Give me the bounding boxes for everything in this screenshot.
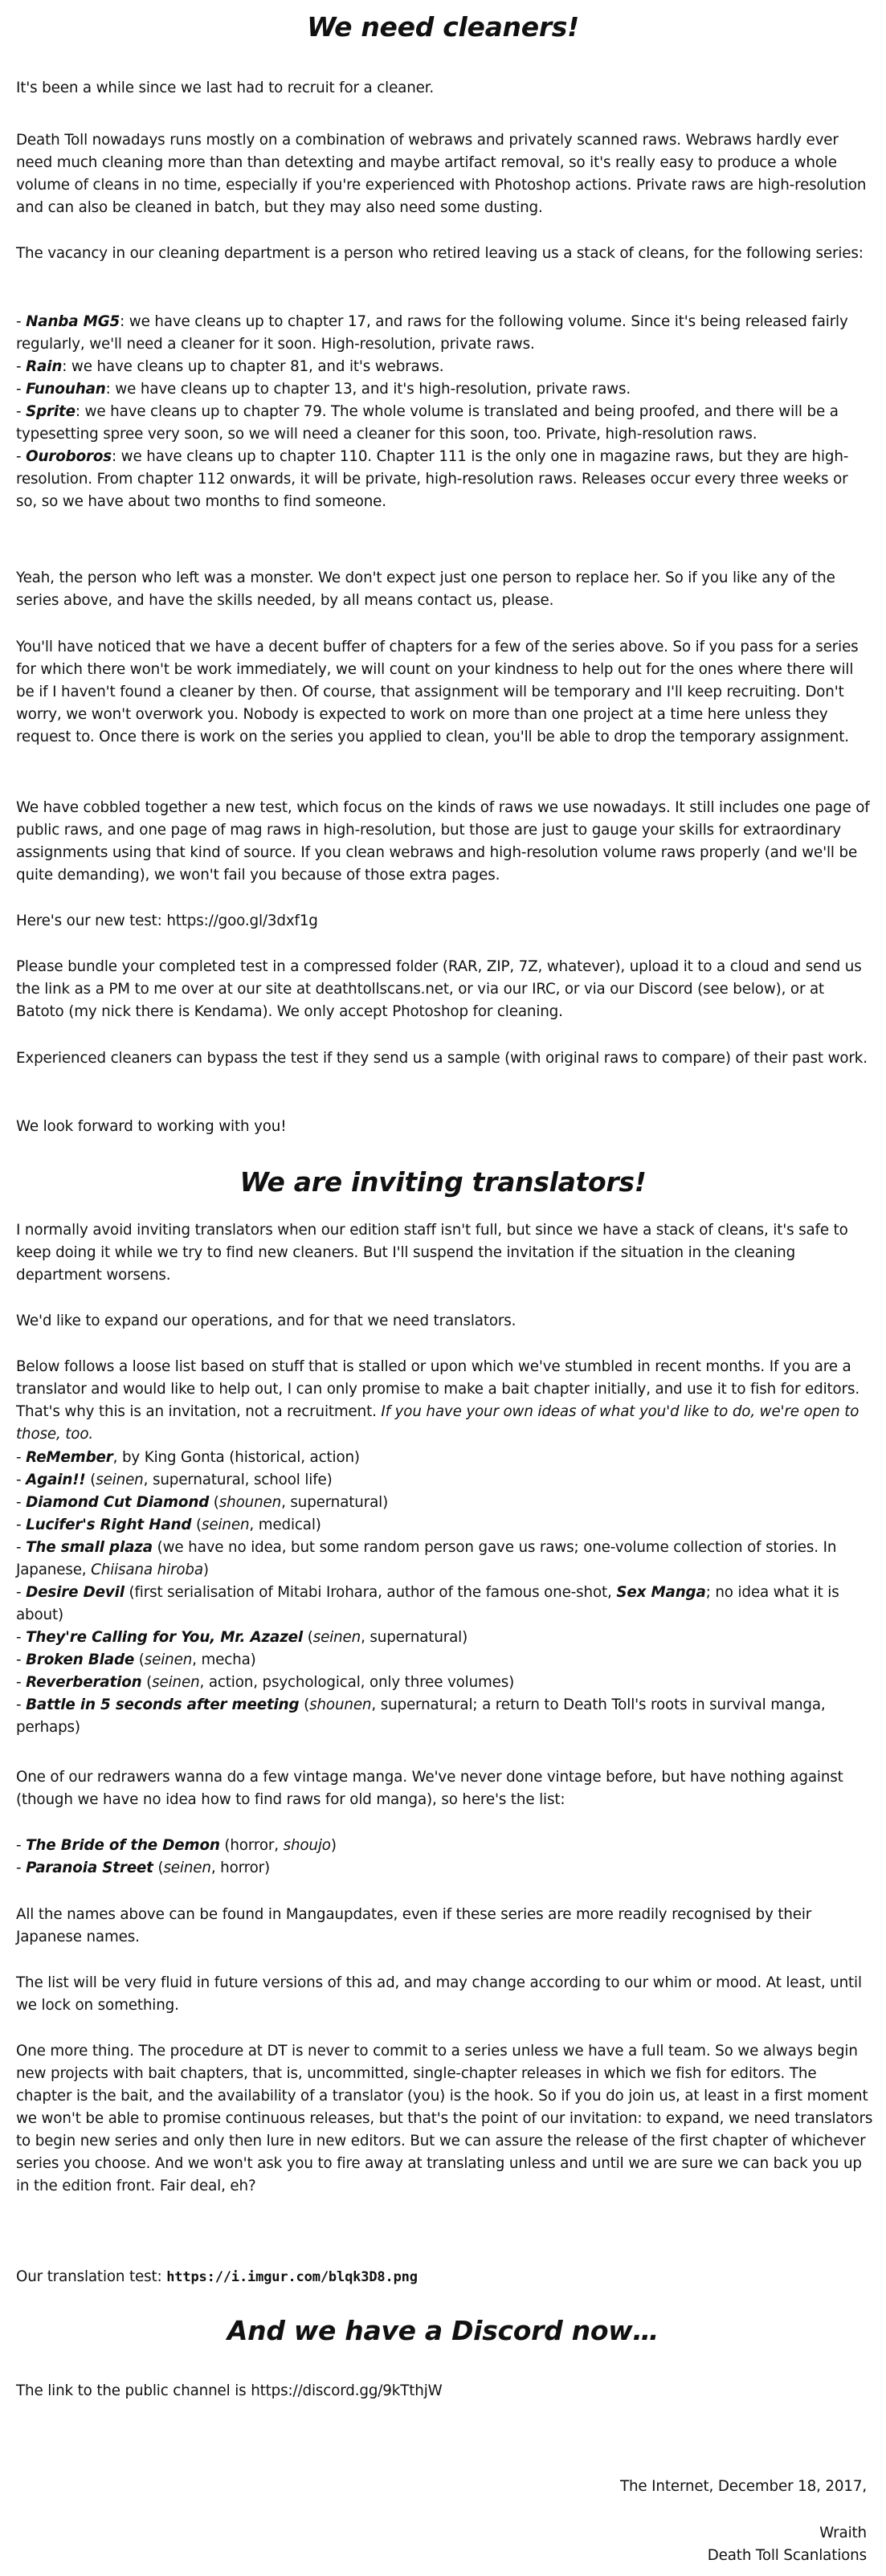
- cleaners-raws-paragraph: Death Toll nowadays runs mostly on a combination of webraws and privately scanned raws. Webraws hardly ever need much cleaning more than than detexting and maybe artifact removal, so it's really easy to produce a whole volume of cleans in no time, especially if you're experienced with Photoshop actions. Private raws are high-resolution and can also be cleaned in batch, but they may also need some dusting.: [16, 132, 867, 216]
- paren-open: (: [299, 1696, 310, 1713]
- list-item: - Battle in 5 seconds after meeting (shounen, supernatural; a return to Death Toll's roots in survival manga, perhaps): [16, 1696, 826, 1736]
- translators-names-paragraph: All the names above can be found in Mangaupdates, even if these series are more readily recognised by their Japanese names.: [16, 1906, 812, 1945]
- signature-name: Wraith: [819, 2525, 867, 2541]
- series-text: : we have cleans up to chapter 81, and it's webraws.: [62, 358, 444, 375]
- series-title: Reverberation: [26, 1674, 142, 1691]
- list-item: [16, 401, 873, 446]
- cleaners-series-list: [16, 311, 873, 513]
- series-title: Broken Blade: [26, 1651, 135, 1668]
- list-dash: -: [16, 403, 27, 420]
- translators-series-list: [16, 1447, 873, 1739]
- list-item: [16, 378, 873, 401]
- series-title: ReMember: [26, 1449, 113, 1466]
- series-title: Lucifer's Right Hand: [26, 1517, 192, 1533]
- list-dash: -: [16, 358, 27, 375]
- translators-expand-paragraph: We'd like to expand our operations, and for that we need translators.: [16, 1312, 516, 1329]
- list-dash: -: [16, 448, 27, 465]
- series-title: The small plaza: [26, 1539, 153, 1556]
- cleaners-test-paragraph: We have cobbled together a new test, which focus on the kinds of raws we use nowadays. It still includes one page of public raws, and one page of mag raws in high-resolution, but those are just to gauge your skills for extraordinary assignments using that kind of source. If you clean webraws and high-resolution volume raws properly (and we'll be quite demanding), we won't fail you because of those extra pages.: [16, 799, 870, 884]
- series-text: , horror): [210, 1860, 270, 1876]
- list-item: [16, 446, 873, 513]
- series-oneshot-title: Sex Manga: [616, 1584, 706, 1601]
- paren-open: (: [209, 1494, 219, 1511]
- list-item: - Reverberation (seinen, action, psychological, only three volumes): [16, 1674, 515, 1691]
- series-demographic: seinen: [96, 1472, 144, 1488]
- translators-procedure-paragraph: One more thing. The procedure at DT is never to commit to a series unless we have a full team. So we always begin new projects with bait chapters, that is, uncommitted, single-chapter releases in which we fish for editors. The chapter is the bait, and the availability of a translator (you) is the hook. So if you do join us, at least in a first moment we won't be able to promise continuous releases, but that's the point of our invitation: to expand, we need translators to begin new series and only then lure in new editors. But we can assure the release of the first chapter of whichever series you choose. And we won't ask you to fire away at translating unless and until we are sure we can back you up in the edition front. Fair deal, eh?: [16, 2043, 873, 2194]
- cleaners-monster-paragraph: Yeah, the person who left was a monster. We don't expect just one person to replace her. So if you like any of the series above, and have the skills needed, by all means contact us, please.: [16, 569, 835, 609]
- series-text: , medical): [249, 1517, 321, 1533]
- series-demographic: shounen: [309, 1696, 372, 1713]
- series-title: Battle in 5 seconds after meeting: [26, 1696, 300, 1713]
- series-title: Paranoia Street: [26, 1860, 153, 1876]
- list-item: - Again!! (seinen, supernatural, school life): [16, 1472, 333, 1488]
- test-label: Our translation test:: [16, 2268, 167, 2285]
- paren-open: (: [141, 1674, 153, 1691]
- translators-fluid-paragraph: The list will be very fluid in future versions of this ad, and may change according to our whim or mood. At least, until we lock on something.: [16, 1974, 862, 2014]
- series-japanese-title: Chiisana hiroba: [91, 1562, 203, 1578]
- series-text: : we have cleans up to chapter 13, and it's high-resolution, private raws.: [105, 381, 631, 398]
- heading-discord: And we have a Discord now…: [227, 2315, 659, 2346]
- below-text: Below follows a loose list based on stuff that is stalled or upon which we've stumbled in recent months. If you are a translator and would like to help out, I can only promise to make a bait chapter initially, and use it to fish for editors. That's why this is an invitation, not a recruitment.: [16, 1358, 859, 1420]
- paren-open: (: [191, 1517, 202, 1533]
- cleaners-intro: It's been a while since we last had to recruit for a cleaner.: [16, 80, 435, 96]
- series-text: (first serialisation of Mitabi Irohara, author of the famous one-shot,: [124, 1584, 617, 1601]
- series-title: Diamond Cut Diamond: [26, 1494, 210, 1511]
- translators-vintage-paragraph: One of our redrawers wanna do a few vintage manga. We've never done vintage before, but have nothing against (though we have no idea how to find raws for old manga), so here's the list:: [16, 1769, 843, 1808]
- series-text: : we have cleans up to chapter 110. Chapter 111 is the only one in magazine raws, but they are high-resolution. From chapter 112 onwards, it will be private, high-resolution raws. Releases occur every three weeks or so, so we have about two months to find someone.: [16, 448, 849, 510]
- signature-place-date: The Internet, December 18, 2017,: [619, 2478, 867, 2495]
- cleaners-buffer-paragraph: You'll have noticed that we have a decent buffer of chapters for a few of the series above. So if you pass for a series for which there won't be work immediately, we will count on your kindness to help out for the ones where there will be if I haven't found a cleaner by then. Of course, that assignment will be temporary and I'll keep recruiting. Don't worry, we won't overwork you. Nobody is expected to work on more than one project at a time here unless they request to. Once there is work on the series you applied to clean, you'll be able to drop the temporary assignment.: [16, 639, 859, 745]
- list-item: - Diamond Cut Diamond (shounen, supernatural): [16, 1494, 389, 1511]
- cleaners-test-link: Here's our new test: https://goo.gl/3dxf1g: [16, 912, 318, 929]
- translators-vintage-list: [16, 1835, 873, 1880]
- paren-open: (: [85, 1472, 96, 1488]
- translators-avoid-paragraph: I normally avoid inviting translators when our edition staff isn't full, but since we have a stack of cleans, it's safe to keep doing it while we try to find new cleaners. But I'll suspend the invitation if the situation in the cleaning department worsens.: [16, 1222, 848, 1284]
- series-text: , supernatural): [281, 1494, 389, 1511]
- list-item: - They're Calling for You, Mr. Azazel (seinen, supernatural): [16, 1629, 468, 1646]
- series-title: Nanba MG5: [26, 313, 120, 330]
- list-item: - The small plaza (we have no idea, but some random person gave us raws; one-volume collection of stories. In Japanese, Chiisana hiroba): [16, 1539, 837, 1578]
- list-item: - Broken Blade (seinen, mecha): [16, 1651, 256, 1668]
- series-text-end: ): [202, 1562, 209, 1578]
- series-text: ): [330, 1837, 337, 1854]
- list-item: - Lucifer's Right Hand (seinen, medical): [16, 1517, 321, 1533]
- list-item: - Desire Devil (first serialisation of Mitabi Irohara, author of the famous one-shot, Sex Manga; no idea what it is about): [16, 1584, 839, 1623]
- translators-below-paragraph: [16, 1356, 873, 1446]
- cleaners-experienced-paragraph: Experienced cleaners can bypass the test if they send us a sample (with original raws to compare) of their past work.: [16, 1050, 868, 1067]
- series-demographic: shounen: [218, 1494, 282, 1511]
- series-title: Again!!: [26, 1472, 86, 1488]
- series-title: Rain: [26, 358, 63, 375]
- series-title: Sprite: [26, 403, 76, 420]
- list-item: - The Bride of the Demon (horror, shoujo): [16, 1837, 337, 1854]
- series-text: , action, psychological, only three volumes): [199, 1674, 515, 1691]
- series-title: Desire Devil: [26, 1584, 125, 1601]
- list-item: - Paranoia Street (seinen, horror): [16, 1860, 270, 1876]
- series-demographic: seinen: [163, 1860, 211, 1876]
- series-text: , supernatural; a return to Death Toll's roots in survival manga, perhaps): [16, 1696, 826, 1736]
- signature-group: Death Toll Scanlations: [707, 2547, 867, 2564]
- series-text: , by King Gonta (historical, action): [112, 1449, 360, 1466]
- series-text: : we have cleans up to chapter 17, and raws for the following volume. Since it's being released fairly regularly, we'll need a cleaner for it soon. High-resolution, private raws.: [16, 313, 848, 353]
- series-title: The Bride of the Demon: [26, 1837, 220, 1854]
- paren-open: (: [134, 1651, 145, 1668]
- heading-cleaners: We need cleaners!: [307, 11, 579, 43]
- cleaners-bundle-paragraph: Please bundle your completed test in a compressed folder (RAR, ZIP, 7Z, whatever), upload it to a cloud and send us the link as a PM to me over at our site at deathtollscans.net, or via our IRC, or via our Discord (see below), or at Batoto (my nick there is Kendama). We only accept Photoshop for cleaning.: [16, 958, 862, 1020]
- series-title: Ouroboros: [26, 448, 112, 465]
- series-demographic: shoujo: [283, 1837, 331, 1854]
- series-text: : we have cleans up to chapter 79. The whole volume is translated and being proofed, and there will be a typesetting spree very soon, so we will need a cleaner for this soon, too. Private, high-resolution raws.: [16, 403, 839, 443]
- series-text: , supernatural): [361, 1629, 468, 1646]
- list-dash: -: [16, 381, 27, 398]
- paren-open: (horror,: [219, 1837, 284, 1854]
- series-demographic: seinen: [312, 1629, 361, 1646]
- discord-link-paragraph: The link to the public channel is https://discord.gg/9kTthjW: [16, 2382, 443, 2399]
- paren-open: (: [303, 1629, 313, 1646]
- cleaners-closing: We look forward to working with you!: [16, 1118, 287, 1135]
- list-item: - ReMember, by King Gonta (historical, action): [16, 1449, 360, 1466]
- list-item: [16, 311, 873, 356]
- series-demographic: seinen: [202, 1517, 250, 1533]
- series-demographic: seinen: [152, 1674, 200, 1691]
- paren-open: (: [153, 1860, 164, 1876]
- translators-test-line: [16, 2266, 873, 2288]
- series-text: , supernatural, school life): [143, 1472, 333, 1488]
- series-text-end: ; no idea what it is about): [16, 1584, 839, 1623]
- series-demographic: seinen: [144, 1651, 193, 1668]
- series-text: , mecha): [192, 1651, 256, 1668]
- list-dash: -: [16, 313, 27, 330]
- series-title: They're Calling for You, Mr. Azazel: [26, 1629, 304, 1646]
- below-italic-text: If you have your own ideas of what you'd like to do, we're open to those, too.: [16, 1403, 859, 1443]
- list-item: [16, 356, 873, 378]
- cleaners-vacancy-paragraph: The vacancy in our cleaning department is a person who retired leaving us a stack of cleans, for the following series:: [16, 245, 864, 262]
- series-text: (we have no idea, but some random person gave us raws; one-volume collection of stories. In Japanese,: [16, 1539, 837, 1578]
- heading-translators: We are inviting translators!: [239, 1166, 647, 1198]
- test-url: https://i.imgur.com/blqk3D8.png: [166, 2269, 418, 2285]
- series-title: Funouhan: [26, 381, 106, 398]
